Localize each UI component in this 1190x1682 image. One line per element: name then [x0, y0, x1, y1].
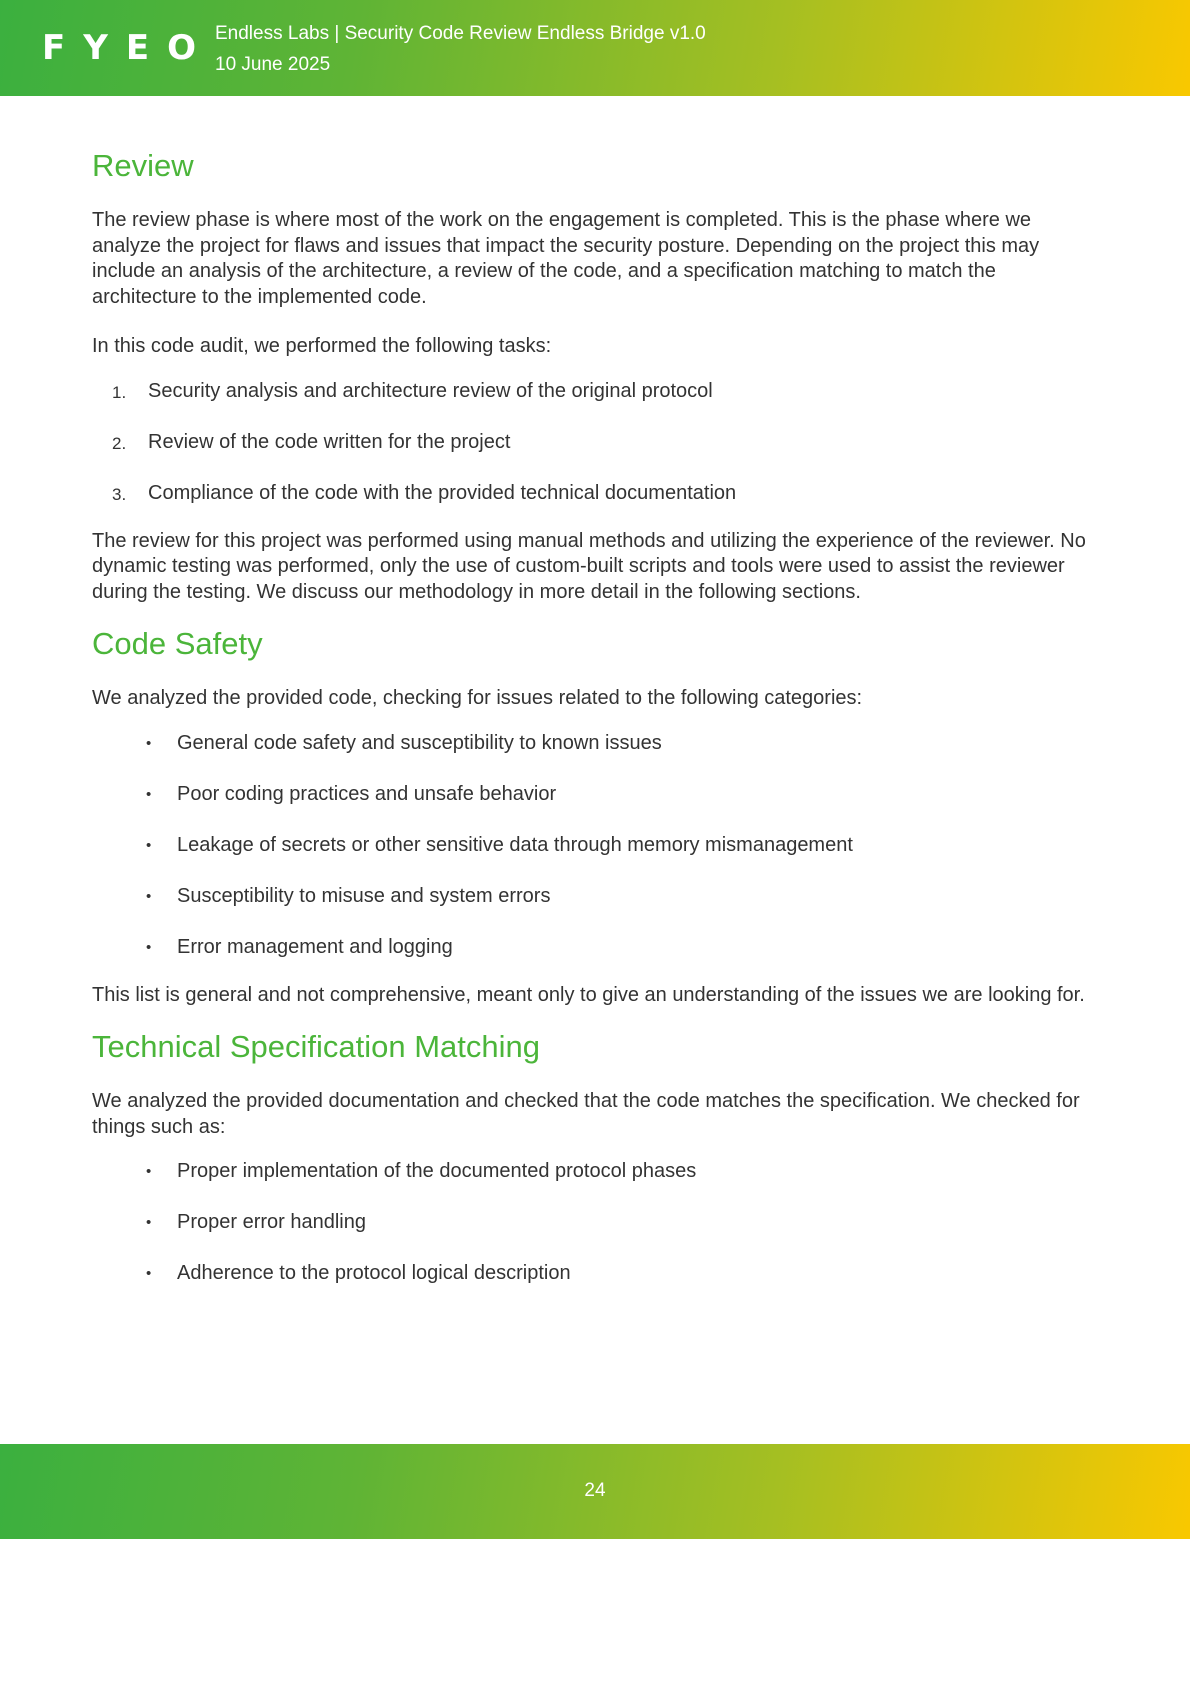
- list-item: [92, 1159, 1102, 1184]
- list-item: [92, 430, 1102, 455]
- document-date: 10 June 2025: [215, 54, 331, 75]
- bullet-icon: •: [146, 887, 152, 905]
- list-item-text: Leakage of secrets or other sensitive data through memory mismanagement: [177, 833, 853, 856]
- list-number: 3.: [112, 484, 127, 504]
- review-closing-paragraph: The review for this project was performed using manual methods and utilizing the experience of the reviewer. No dynamic testing was performed, only the use of custom-built scripts and tools were used to assist the reviewer during the testing. We discuss our methodology in more detail in the following sections.: [92, 529, 1086, 603]
- code-safety-closing-paragraph: This list is general and not comprehensive, meant only to give an understanding of the issues we are looking for.: [92, 983, 1085, 1006]
- list-item-text: Proper implementation of the documented protocol phases: [177, 1160, 697, 1182]
- list-item: [92, 884, 1102, 909]
- list-item: [92, 1210, 1102, 1235]
- list-item-text: Security analysis and architecture review of the original protocol: [148, 379, 713, 402]
- list-item-text: Adherence to the protocol logical description: [177, 1262, 571, 1284]
- list-item-text: Compliance of the code with the provided technical documentation: [148, 481, 737, 504]
- code-safety-intro-paragraph: We analyzed the provided code, checking for issues related to the following categories:: [92, 687, 863, 709]
- fyeo-logo: FYEO: [42, 28, 214, 68]
- code-safety-heading: Code Safety: [92, 626, 263, 661]
- list-item-text: Susceptibility to misuse and system errors: [177, 884, 551, 907]
- review-heading: Review: [92, 148, 194, 183]
- list-item-text: General code safety and susceptibility to known issues: [177, 731, 662, 754]
- list-item: [92, 379, 1102, 404]
- spec-matching-intro-paragraph: We analyzed the provided documentation and checked that the code matches the specification. We checked for things such as:: [92, 1090, 1080, 1138]
- page-number: 24: [584, 1480, 606, 1501]
- list-item: [92, 731, 1102, 756]
- list-item-text: Error management and logging: [177, 935, 453, 958]
- list-item-text: Review of the code written for the project: [148, 430, 511, 453]
- bullet-icon: •: [146, 1214, 152, 1231]
- tasks-intro-paragraph: In this code audit, we performed the following tasks:: [92, 335, 552, 357]
- code-safety-section: [92, 624, 1102, 1008]
- list-number: 2.: [112, 433, 127, 453]
- list-item: [92, 833, 1102, 858]
- list-item: [92, 1261, 1102, 1286]
- list-item: [92, 782, 1102, 807]
- list-number: 1.: [112, 382, 127, 402]
- list-item: [92, 935, 1102, 960]
- bullet-icon: •: [146, 734, 152, 752]
- list-item-text: Poor coding practices and unsafe behavior: [177, 782, 557, 805]
- bullet-icon: •: [146, 1163, 152, 1180]
- bullet-icon: •: [146, 785, 152, 803]
- page-footer: [0, 1444, 1190, 1539]
- list-item: [92, 481, 1102, 506]
- list-item-text: Proper error handling: [177, 1211, 366, 1233]
- bullet-icon: •: [146, 1265, 152, 1282]
- spec-matching-list: [92, 1159, 1102, 1286]
- review-intro-paragraph: The review phase is where most of the work on the engagement is completed. This is the phase where we analyze the project for flaws and issues that impact the security posture. Depending on the project this may include an analysis of the architecture, a review of the code, and a specification matching to match the architecture to the implemented code.: [92, 209, 1040, 308]
- bullet-icon: •: [146, 836, 152, 854]
- spec-matching-section: [92, 1027, 1102, 1286]
- review-section: [92, 146, 1102, 605]
- code-safety-list: [92, 731, 1102, 960]
- document-title: Endless Labs | Security Code Review Endless Bridge v1.0: [215, 23, 706, 44]
- spec-matching-heading: Technical Specification Matching: [92, 1029, 541, 1064]
- page-content: [92, 146, 1102, 1312]
- page-header: [0, 0, 1190, 96]
- tasks-list: [92, 379, 1102, 506]
- bullet-icon: •: [146, 938, 152, 956]
